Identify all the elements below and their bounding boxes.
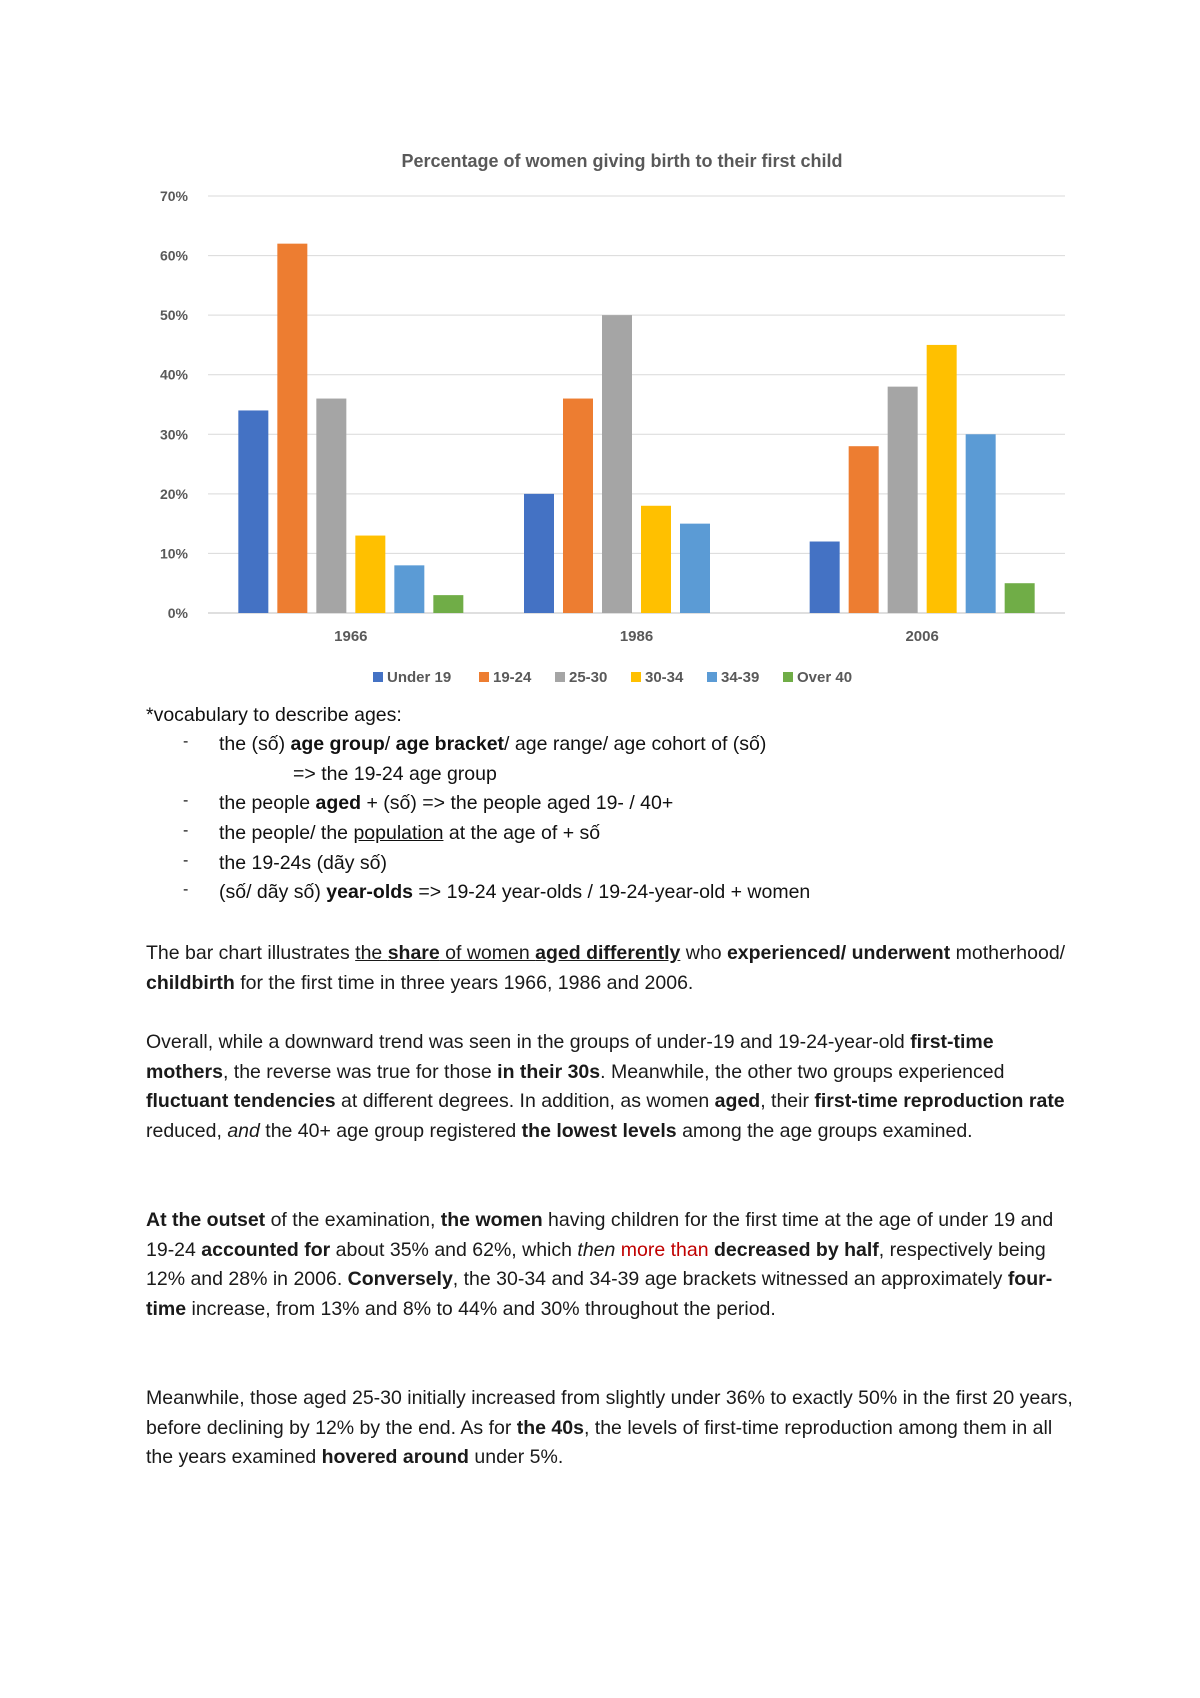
bar-30-34-2006	[927, 345, 957, 613]
paragraph-body-1: At the outset of the examination, the women having children for the first time at the age of under 19 and 19-24 accounted for about 35% and 62%, which then more than decreased by half, respectively being 12% and 28% in 2006. Conversely, the 30-34 and 34-39 age brackets witnessed an approximately four-time increase, from 13% and 8% to 44% and 30% throughout the period.	[146, 1209, 1054, 1320]
legend-label: 19-24	[493, 669, 532, 686]
bar-over-40-1966	[433, 595, 463, 613]
y-tick-label: 50%	[159, 307, 188, 324]
legend-swatch	[783, 672, 793, 682]
bar-under-19-2006	[810, 542, 840, 613]
bar-19-24-1966	[277, 244, 307, 613]
y-tick-label: 60%	[159, 247, 188, 264]
paragraph-overview: Overall, while a downward trend was seen in the groups of under-19 and 19-24-year-old first-time mothers, the reverse was true for those in their 30s. Meanwhile, the other two groups experienced fluctuant tendencies at different degrees. In addition, as women aged, their first-time reproduction rate reduced, and the 40+ age group registered the lowest levels among the age groups examined.	[146, 1031, 1065, 1142]
y-tick-label: 40%	[159, 366, 188, 383]
vocab-bullet-3: the people/ the population at the age of + số	[219, 822, 601, 844]
vocab-heading: *vocabulary to describe ages:	[146, 704, 402, 726]
bar-30-34-1966	[355, 536, 385, 613]
legend-label: Over 40	[797, 669, 853, 686]
legend	[373, 669, 852, 686]
bars	[238, 244, 1034, 613]
bar-under-19-1966	[238, 410, 268, 613]
legend-swatch	[373, 672, 383, 682]
vocab-bullet-5: (số/ dãy số) year-olds => 19-24 year-olds / 19-24-year-old + women	[219, 881, 811, 903]
bullet-dash: -	[183, 822, 189, 839]
bar-chart	[140, 138, 1080, 698]
y-tick-label: 70%	[159, 188, 188, 204]
legend-label: 30-34	[645, 669, 684, 686]
y-tick-label: 0%	[167, 605, 188, 621]
vocab-bullet-2: the people aged + (số) => the people aged 19- / 40+	[219, 792, 674, 814]
legend-swatch	[479, 672, 489, 682]
bar-30-34-1986	[641, 506, 671, 613]
bar-19-24-1986	[563, 399, 593, 613]
bar-34-39-2006	[966, 434, 996, 613]
bar-34-39-1966	[394, 565, 424, 613]
legend-swatch	[707, 672, 717, 682]
legend-label: 25-30	[569, 669, 608, 686]
bullet-dash: -	[183, 733, 189, 750]
bullet-dash: -	[183, 881, 189, 898]
y-tick-label: 10%	[159, 545, 188, 562]
paragraph-intro: The bar chart illustrates the share of women aged differently who experienced/ underwent motherhood/ childbirth for the first time in three years 1966, 1986 and 2006.	[146, 942, 1066, 994]
bullet-dash: -	[183, 792, 189, 809]
bar-19-24-2006	[849, 446, 879, 613]
y-axis	[160, 188, 189, 621]
bar-25-30-2006	[888, 387, 918, 613]
paragraph-body-2: Meanwhile, those aged 25-30 initially increased from slightly under 36% to exactly 50% in the first 20 years, before declining by 12% by the end. As for the 40s, the levels of first-time reproduction among them in all the years examined hovered around under 5%.	[146, 1387, 1073, 1468]
y-tick-label: 30%	[159, 426, 188, 443]
x-axis	[334, 628, 939, 645]
vocab-bullet-1: the (số) age group/ age bracket/ age range/ age cohort of (số)	[219, 733, 767, 755]
bar-25-30-1966	[316, 399, 346, 613]
vocab-bullet-1-sub: => the 19-24 age group	[293, 763, 497, 785]
vocab-bullet-4: the 19-24s (dãy số)	[219, 852, 388, 874]
bar-34-39-1986	[680, 524, 710, 613]
bar-25-30-1986	[602, 315, 632, 613]
y-tick-label: 20%	[159, 485, 188, 502]
legend-label: Under 19	[387, 669, 452, 686]
legend-swatch	[555, 672, 565, 682]
legend-label: 34-39	[721, 669, 760, 686]
bullet-dash: -	[183, 852, 189, 869]
chart-title: Percentage of women giving birth to their first child	[401, 151, 843, 171]
x-tick-label: 1986	[619, 628, 654, 645]
legend-swatch	[631, 672, 641, 682]
bar-under-19-1986	[524, 494, 554, 613]
x-tick-label: 1966	[334, 628, 368, 645]
x-tick-label: 2006	[905, 628, 939, 645]
bar-over-40-2006	[1005, 583, 1035, 613]
